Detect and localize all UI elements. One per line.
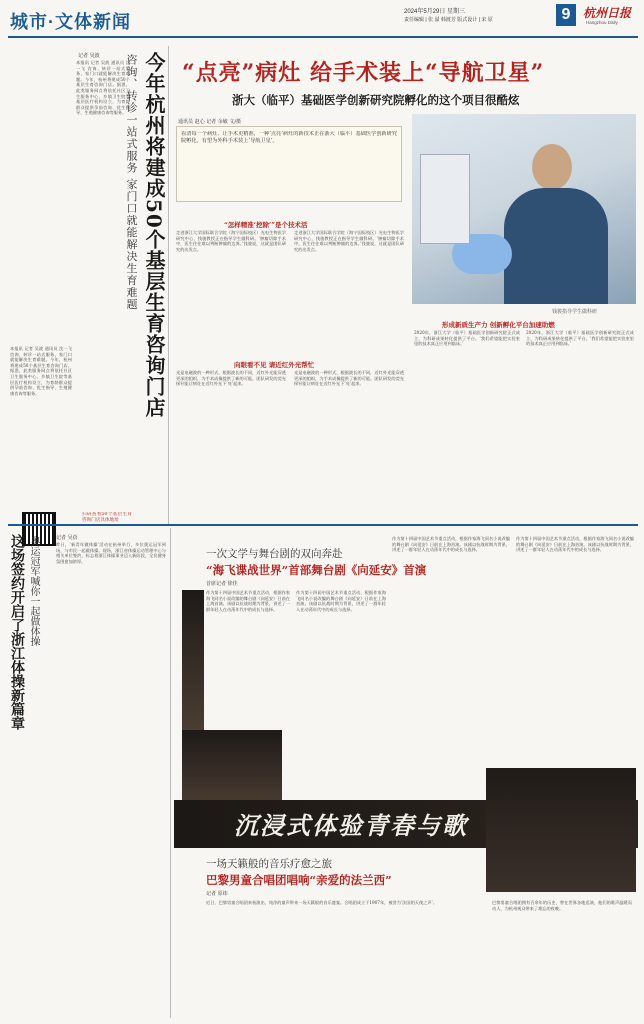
section3-title: 形成新质生产力 创新孵化平台加速助燃 — [442, 321, 555, 329]
section3-body: 2020年，浙江大学（临平）基础医学创新研究院正式成立，为科研成果转化提供了平台。‘我们希望能把实验室里的技术真正应用到临床。’ — [414, 330, 520, 347]
masthead-rule — [8, 36, 638, 38]
section-title: 城市·文体新闻 — [10, 12, 131, 32]
left-story-body-2: 本报讯 记者 吴波 通讯员 沈一飞 咨询、转诊一站式服务，家门口就能解决生育难题。今年，杭州将建成50个基层生育咨询门店。据悉，此类服务网点将依托社区卫生服务中心、乡镇卫生院等基层医疗机构设立，为育龄群众提供孕前咨询、优生指导、生殖健康咨询等服务。 — [10, 346, 72, 396]
section1-body: 走进浙江大学国际联合学院（海宁国际校区）光电生物医学研究中心，钱骏教授正在指导学生做科研。‘肿瘤切除手术中，医生往往难以判断肿瘤的边界。’钱骏说，这就是团队研究的出发点。 — [176, 230, 286, 252]
theatre-body: 作为第十四届中国艺术节重点活动，根据作家海飞同名小说改编的舞台剧《向延安》日前在上海首演。该剧以抗战时期为背景，讲述了一群年轻人在动荡年代中的成长与选择。 — [206, 590, 290, 612]
choir-body: 近日，巴黎男童合唱团来杭演出，纯净的童声带来一场天籁般的音乐盛宴。合唱团成立于1907年，被誉为‘法国的天使之声’。 — [206, 900, 438, 905]
section3-body-2: 2020年，浙江大学（临平）基础医学创新研究院正式成立，为科研成果转化提供了平台。‘我们希望能把实验室里的技术真正应用到临床。’ — [526, 330, 634, 347]
section2-body: 光是电磁波的一种形式，根据波长的不同，近红外光能穿透更深的组织，为手术成像提供了新的可能。团队研发的荧光探针能让病灶在近红外光下‘亮’起来。 — [176, 370, 286, 387]
top-story-headline: “点亮”病灶 给手术装上“导航卫星” — [182, 60, 545, 86]
left-story-body: 本报讯 记者 吴波 通讯员 沈一飞 咨询、转诊一站式服务，家门口就能解决生育难题。今年，杭州将建成50个基层生育咨询门店。据悉，此类服务网点将依托社区卫生服务中心、乡镇卫生院等基层医疗机构设立，为育龄群众提供孕前咨询、优生指导、生殖健康咨询等服务。 — [76, 60, 130, 116]
issue-date: 2024年5月29日 星期三 — [404, 9, 466, 15]
gymnastics-subheadline: 奥运冠军喊你一起做体操 — [28, 536, 39, 646]
left-story-headline: 今年杭州将建成50个基层生育咨询门店 — [142, 52, 166, 418]
left-story-subheadline: 咨询、转诊一站式服务 家门口就能解决生育难题 — [125, 54, 138, 311]
stage-photo — [182, 730, 282, 808]
theatre-body-4: 作为第十四届中国艺术节重点活动，根据作家海飞同名小说改编的舞台剧《向延安》日前在上海首演。该剧以抗战时期为背景，讲述了一群年轻人在动荡年代中的成长与选择。 — [516, 536, 634, 553]
choir-byline: 记者 原纬 — [206, 891, 228, 897]
lab-photo-caption: 钱骏指导学生做科研 — [552, 309, 598, 315]
gymnastics-body: 昨日，‘新青年做体操’活动在杭州举行，多位奥运冠军到场，与市民一起做体操。现场，浙江省体操运动管理中心与相关单位签约，标志着浙江体操事业迈入新阶段，全民健身氛围愈加浓厚。 — [56, 542, 166, 564]
masthead — [0, 0, 644, 40]
choir-story — [174, 848, 638, 1018]
section1-body-2: 走进浙江大学国际联合学院（海宁国际校区）光电生物医学研究中心，钱骏教授正在指导学生做科研。‘肿瘤切除手术中，医生往往难以判断肿瘤的边界。’钱骏说，这就是团队研究的出发点。 — [294, 230, 404, 252]
theatre-kicker: 一次文学与舞台剧的双向奔赴 — [206, 548, 343, 560]
photo-person-head — [532, 144, 572, 190]
top-story-lead-box — [176, 126, 402, 202]
choir-headline: 巴黎男童合唱团唱响“亲爱的法兰西” — [206, 873, 392, 887]
qr-caption: 扫码查看50个基层生育咨询门店具体地址 — [82, 512, 132, 523]
lab-photo — [412, 114, 636, 304]
choir-photo — [486, 768, 636, 892]
stage-photo-small — [182, 590, 204, 730]
top-story-lead: 看清每一个病灶、让手术更精准，一种‘点亮’病灶的新技术正在浙大（临平）基础医学创新研究院孵化，有望为外科手术装上‘导航卫星’。 — [181, 131, 397, 144]
top-story-byline: 通讯员 赵心 记者 余敏 文/摄 — [178, 119, 242, 125]
theatre-body-3: 作为第十四届中国艺术节重点活动，根据作家海飞同名小说改编的舞台剧《向延安》日前在上海首演。该剧以抗战时期为背景，讲述了一群年轻人在动荡年代中的成长与选择。 — [392, 536, 510, 553]
gymnastics-byline: 记者 吴蓓 — [56, 535, 78, 541]
paper-logo-en: Hangzhou Daily — [586, 20, 618, 25]
photo-banner-text: 沉浸式体验青春与歌 — [234, 811, 468, 840]
photo-equipment — [420, 154, 470, 244]
gymnastics-headline: 这场签约开启了浙江体操新篇章 — [9, 534, 25, 730]
page-number: 9 — [556, 4, 576, 26]
choir-kicker: 一场天籁般的音乐疗愈之旅 — [206, 858, 332, 870]
photo-person-body — [504, 188, 608, 304]
editor-credits: 责任编辑 | 张 溢 韩渡芳 版式设计 | 宋 原 — [404, 17, 493, 23]
gymnastics-story — [8, 528, 168, 1018]
section-divider — [8, 524, 638, 526]
choir-body-2: 巴黎男童合唱团拥有百余年的历史，曾在世界各地巡演，他们的歌声温暖而动人，为杭州观众带来了难忘的夜晚。 — [492, 900, 632, 911]
section2-body-2: 光是电磁波的一种形式，根据波长的不同，近红外光能穿透更深的组织，为手术成像提供了新的可能。团队研发的荧光探针能让病灶在近红外光下‘亮’起来。 — [294, 370, 404, 387]
theatre-body-2: 作为第十四届中国艺术节重点活动，根据作家海飞同名小说改编的舞台剧《向延安》日前在上海首演。该剧以抗战时期为背景，讲述了一群年轻人在动荡年代中的成长与选择。 — [296, 590, 386, 612]
section1-title: “怎样精准‘挖除’”是个技术活 — [224, 221, 308, 229]
section2-title: 向眼看不见 请近红外光帮忙 — [234, 361, 315, 369]
left-story-byline: 记者 吴波 — [78, 53, 100, 59]
column-rule-2 — [170, 528, 171, 1018]
top-story — [172, 44, 638, 522]
paper-logo: 杭州日报 — [583, 6, 632, 20]
left-story — [8, 46, 168, 523]
theatre-story — [174, 528, 638, 808]
top-story-subheadline: 浙大（临平）基础医学创新研究院孵化的这个项目很酷炫 — [232, 93, 520, 107]
column-rule — [168, 46, 169, 526]
theatre-headline: “海飞谍战世界”首部舞台剧《向延安》首演 — [206, 563, 427, 577]
theatre-byline: 首席记者 徐佳 — [206, 581, 238, 587]
